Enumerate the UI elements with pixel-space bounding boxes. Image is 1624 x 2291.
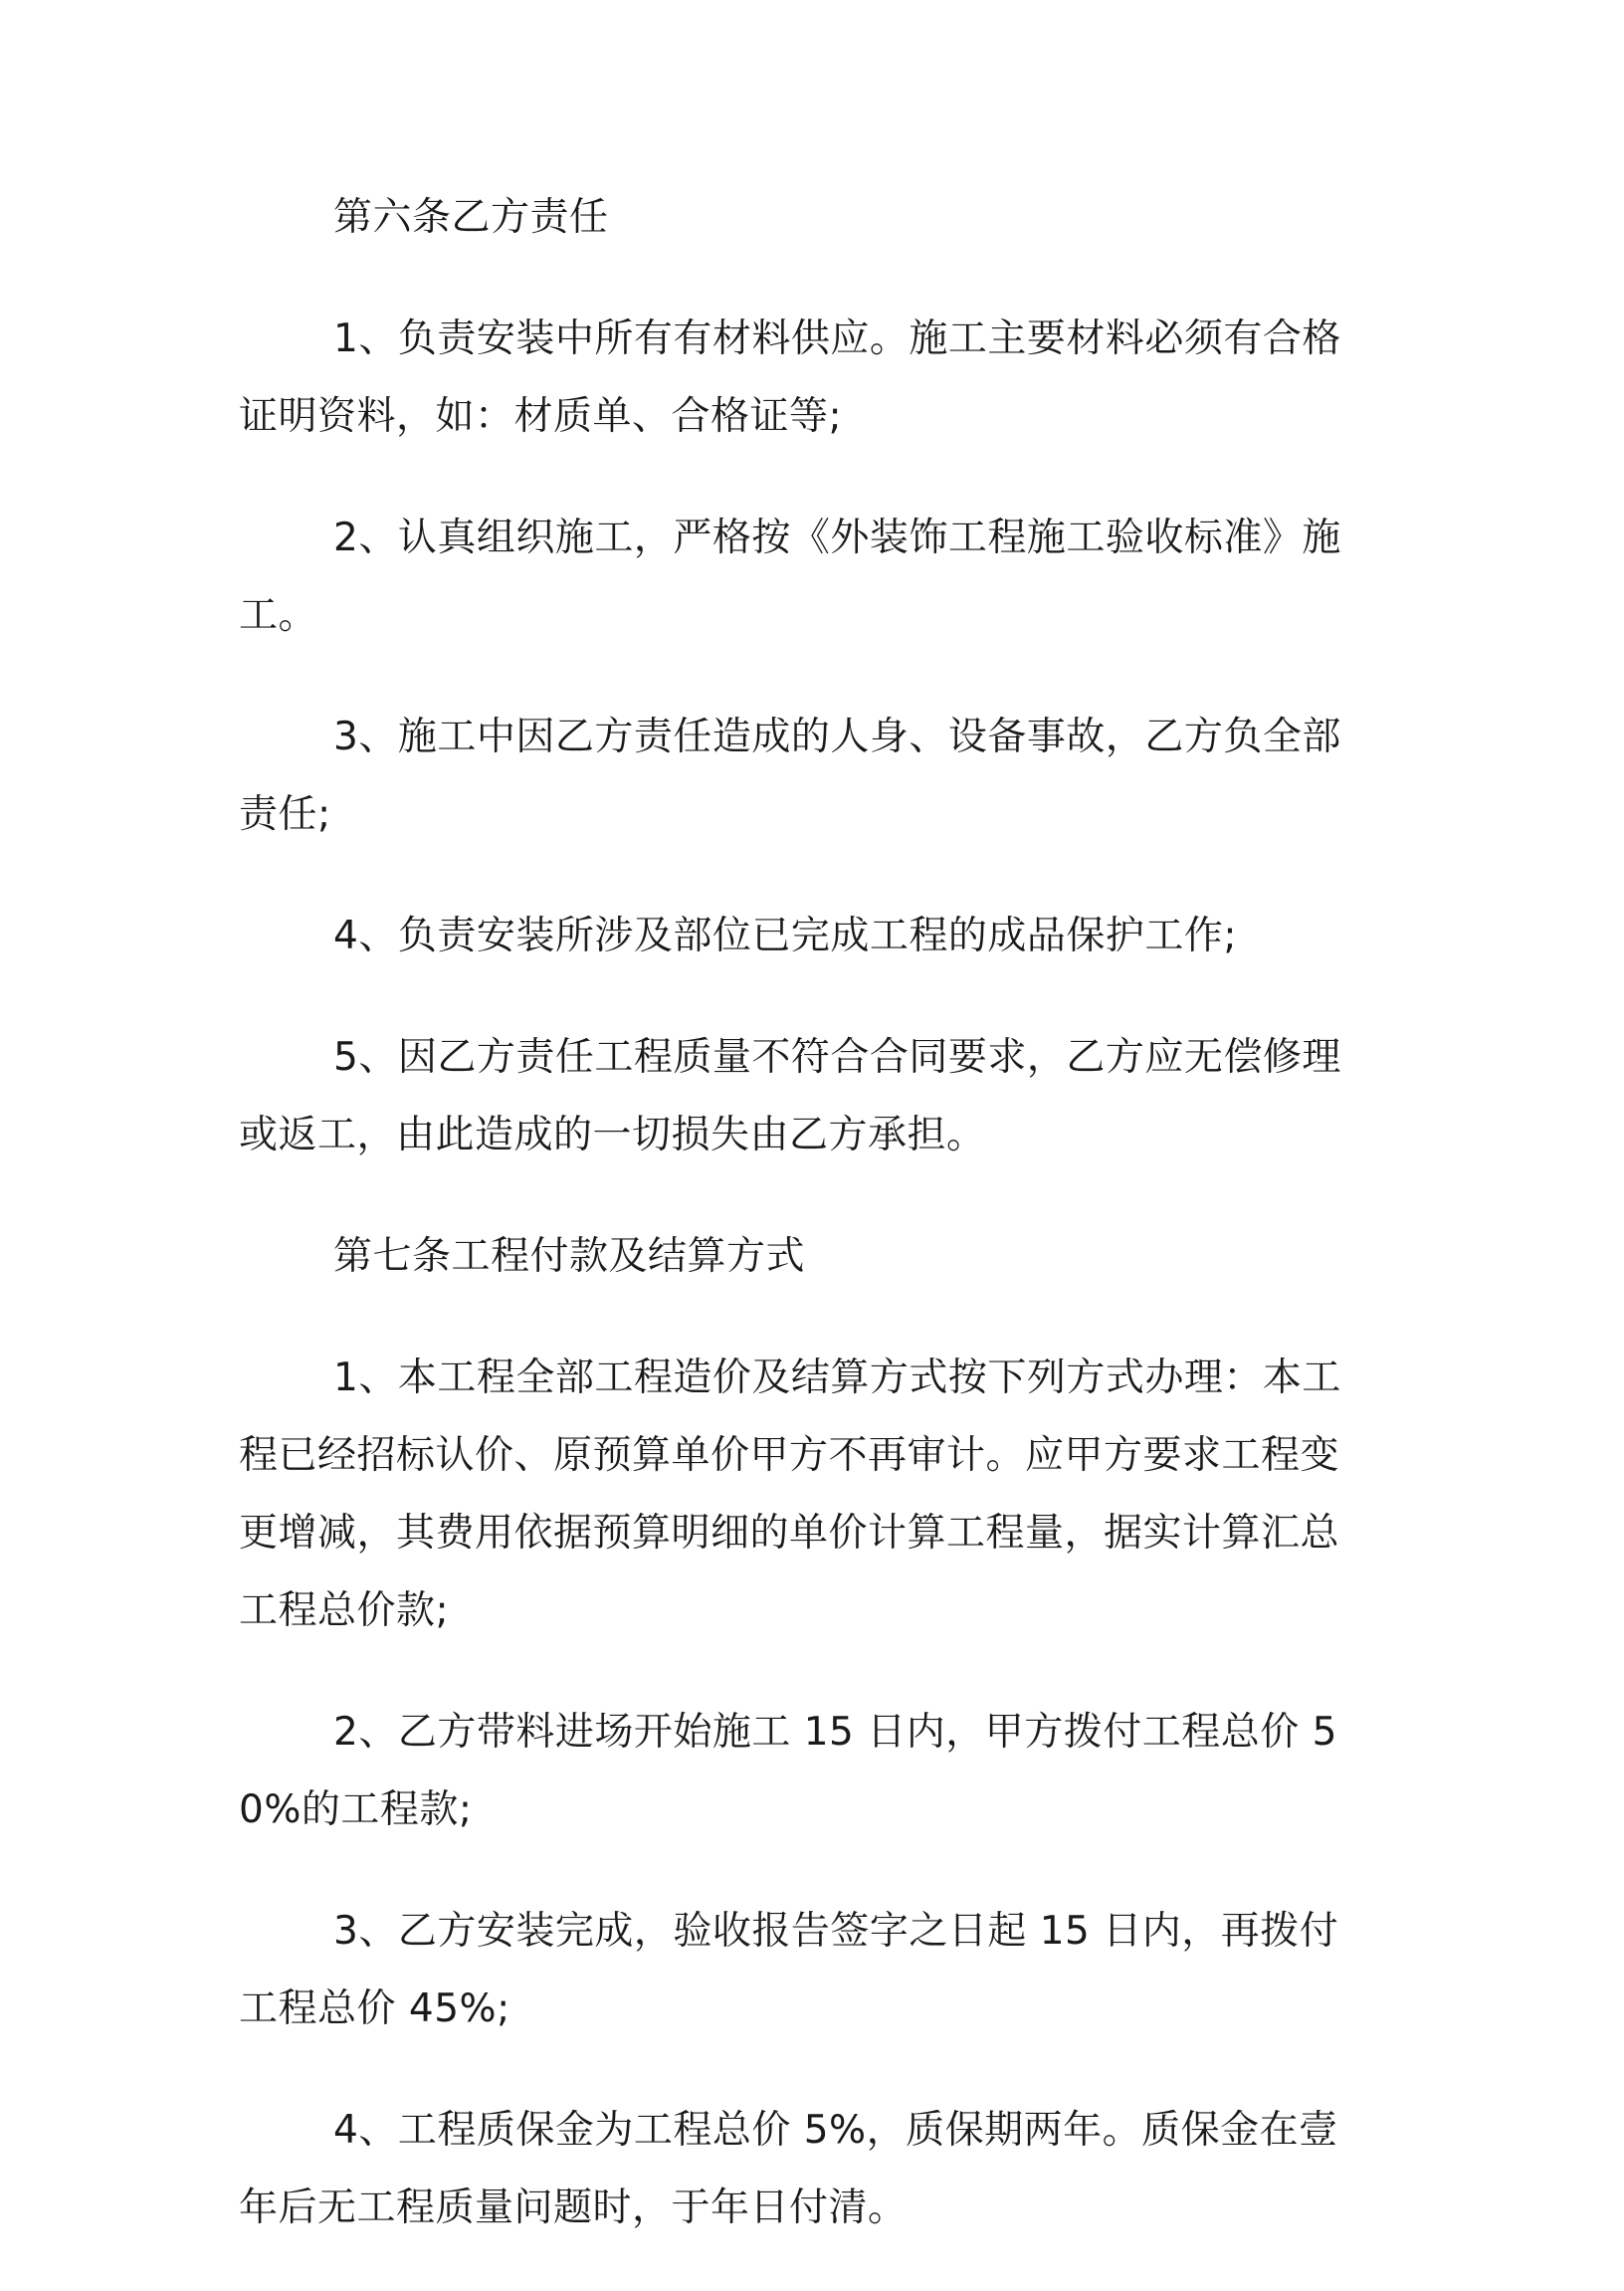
- section-7-item-3: 3、乙方安装完成，验收报告签字之日起 15 日内，再拨付工程总价 45%;: [239, 1909, 1339, 2031]
- section-7-item-1: 1、本工程全部工程造价及结算方式按下列方式办理：本工程已经招标认价、原预算单价甲方不再审计。应甲方要求工程变更增减，其费用依据预算明细的单价计算工程量，据实计算汇总工程总价款;: [239, 1355, 1341, 1633]
- section-6-item-3: 3、施工中因乙方责任造成的人身、设备事故，乙方负全部责任;: [239, 715, 1341, 837]
- section-6-item-2: 2、认真组织施工，严格按《外装饰工程施工验收标准》施工。: [239, 516, 1341, 638]
- section-7-item-2: 2、乙方带料进场开始施工 15 日内，甲方拨付工程总价 50%的工程款;: [239, 1710, 1337, 1832]
- section-6-item-5: 5、因乙方责任工程质量不符合合同要求，乙方应无偿修理或返工，由此造成的一切损失由乙方承担。: [239, 1035, 1341, 1157]
- section-7-item-4: 4、工程质保金为工程总价 5%，质保期两年。质保金在壹年后无工程质量问题时，于年日付清。: [239, 2108, 1338, 2230]
- section-6-item-1: 1、负责安装中所有有材料供应。施工主要材料必须有合格证明资料，如：材质单、合格证等;: [239, 316, 1341, 439]
- document-body: [239, 179, 1373, 2291]
- section-6-title: 第六条乙方责任: [333, 195, 609, 240]
- section-7-title: 第七条工程付款及结算方式: [333, 1234, 806, 1279]
- section-6-item-4: 4、负责安装所涉及部位已完成工程的成品保护工作;: [333, 914, 1237, 958]
